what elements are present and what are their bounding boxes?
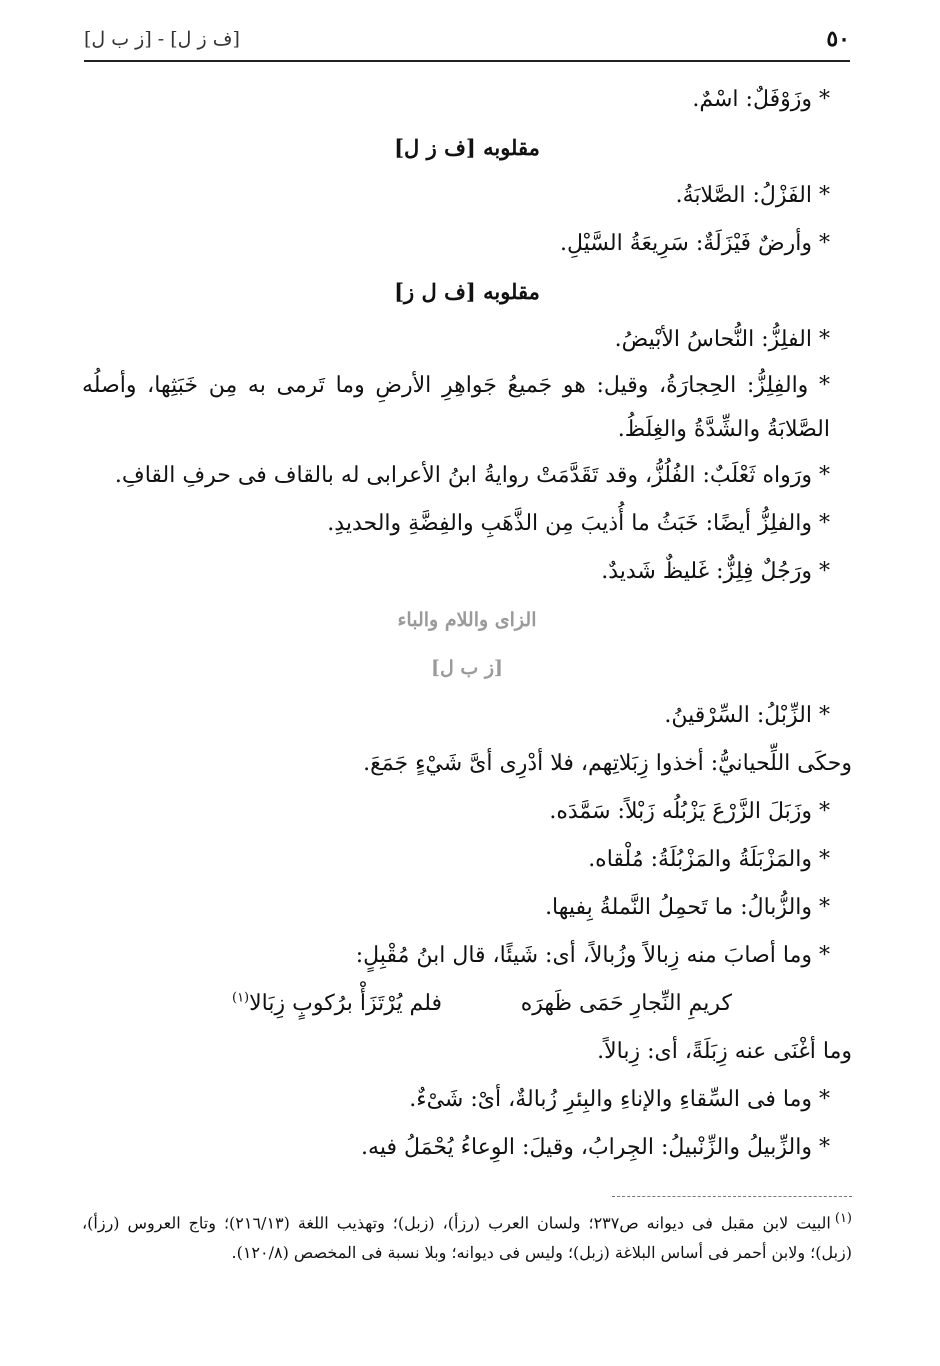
text-line: * وما أصابَ منه زِبالاً وزُبالاً، أى: شَيئًا، قال ابنُ مُقْبِلٍ: xyxy=(355,943,830,968)
text-line: * والفلِزُّ أيضًا: خَبَثُ ما أُذيبَ مِن الذَّهَبِ والفِضَّةِ والحديدِ. xyxy=(327,511,830,536)
text-line: * والمَزْبَلَةُ والمَزْبُلَةُ: مُلْقاه. xyxy=(588,847,830,872)
verse-hemistich-first: كريمِ النِّجارِ حَمَى ظَهرَه xyxy=(520,991,732,1016)
footnote-mark: (١) xyxy=(834,1211,852,1226)
text-line: * وأرضٌ فَيْزَلَةٌ: سَرِيعَةُ السَّيْلِ. xyxy=(560,231,830,256)
text-line: * الفَزْلُ: الصَّلابَةُ. xyxy=(675,183,830,208)
text-line: * والزِّبيلُ والزِّنْبيلُ: الجِرابُ، وقيلَ: الوِعاءُ يُحْمَلُ فيه. xyxy=(361,1135,830,1160)
main-text xyxy=(82,76,852,1172)
footnote-reference[interactable]: (١) xyxy=(231,990,250,1006)
page-number: ٥٠ xyxy=(826,26,850,52)
root-heading: [ز ب ل] xyxy=(430,657,504,679)
verse-hemistich-text: فلم يُرْتَزَأْ برُكوبٍ زِبَالا xyxy=(249,991,442,1016)
text-line: * وما فى السِّقاءِ والإناءِ والبِئرِ زُبالةٌ، أىْ: شَىْءٌ. xyxy=(409,1087,830,1112)
text-line: * ورَواه ثَعْلَبٌ: الفُلُزُّ، وقد تَقَدَّمَتْ روايةُ ابنُ الأعرابى له بالقاف فى حرفِ القافِ. xyxy=(114,463,830,488)
running-head: [ف ز ل] - [ز ب ل] xyxy=(84,28,240,50)
text-line: * ورَجُلٌ فِلِزٌّ: غَليظٌ شَديدٌ. xyxy=(601,559,830,584)
text-line: * وزَبَلَ الزَّرْعَ يَزْبُلُه زَبْلاً: سَمَّدَه. xyxy=(549,799,830,824)
text-line: * الفلِزُّ: النُّحاسُ الأبْيضُ. xyxy=(614,327,830,352)
text-line: وما أغْنَى عنه زِبَلَةً، أى: زِبالاً. xyxy=(597,1039,852,1064)
footnote xyxy=(82,1204,852,1268)
chapter-heading: الزاى واللام والباء xyxy=(397,609,537,631)
footnote-text: البيت لابن مقبل فى ديوانه ص٢٣٧؛ ولسان العرب (رزأ)، (زبل)؛ وتهذيب اللغة (٢١٦/١٣)؛ وتاج العروس (رزأ)، (زبل)؛ ولابن أحمر فى أساس البلاغة (زبل)؛ وليس فى ديوانه؛ وبلا نسبة فى المخصص (١٢٠/٨). xyxy=(82,1213,852,1263)
poetry-verse xyxy=(82,980,852,1028)
text-line: * الزِّبْلُ: السِّرْقينُ. xyxy=(664,703,830,728)
page-header xyxy=(84,26,850,62)
footnote-separator xyxy=(612,1196,852,1197)
text-line: * والزُّبالُ: ما تَحمِلُ النَّملةُ بِفيها. xyxy=(545,895,830,920)
section-heading: مقلوبه [ف ل ز] xyxy=(394,279,540,304)
text-paragraph: * والفِلِزُّ: الحِجارَةُ، وقيل: هو جَميعُ جَواهِرِ الأرضِ وما تَرمى به مِن خَبَثِها، وأصلُه الصَّلابَةُ والشِّدَّةُ والغِلَظُ. xyxy=(82,373,830,442)
text-line: وحكَى اللِّحيانيُّ: أخذوا زِبَلاتِهم، فلا أدْرِى أىَّ شَيْءٍ جَمَعَ. xyxy=(363,751,852,776)
verse-hemistich-second xyxy=(232,980,442,1028)
section-heading: مقلوبه [ف ز ل] xyxy=(394,135,540,160)
text-line: * وزَوْفَلٌ: اسْمٌ. xyxy=(692,87,830,112)
